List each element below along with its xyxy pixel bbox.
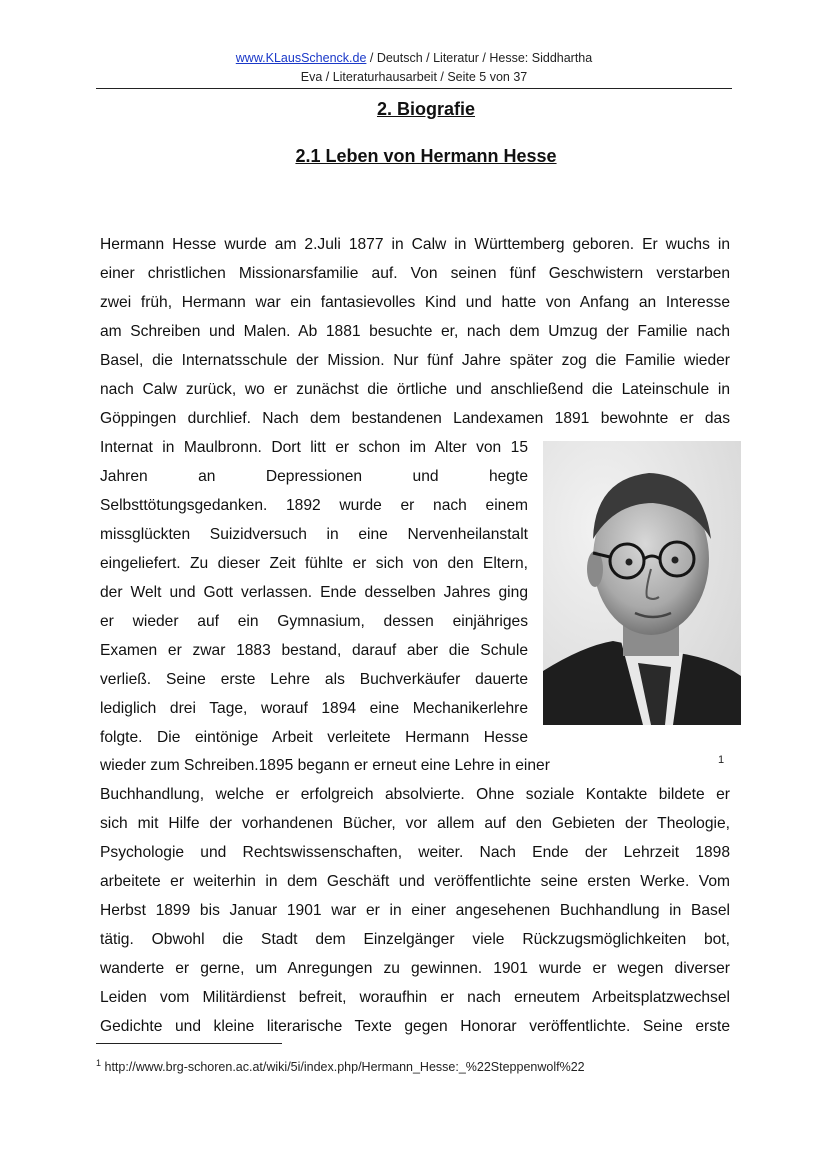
body-line: Internat in Maulbronn. Dort litt er schon im Alter von 15	[100, 439, 528, 456]
subsection-title: 2.1 Leben von Hermann Hesse	[295, 146, 557, 166]
body-line: lediglich drei Tage, worauf 1894 eine Mechanikerlehre	[100, 700, 528, 717]
body-line: folgte. Die eintönige Arbeit verleitete Hermann Hesse	[100, 729, 528, 746]
page-header-line2: Eva / Literaturhausarbeit / Seite 5 von 37	[300, 70, 528, 84]
page-header-line1	[96, 49, 732, 68]
body-line: wanderte er gerne, um Anregungen zu gewinnen. 1901 wurde er wegen diverser	[100, 960, 730, 977]
footnote-number: 1	[96, 1058, 102, 1068]
body-line: tätig. Obwohl die Stadt dem Einzelgänger viele Rückzugsmöglichkeiten bot,	[100, 931, 730, 948]
header-breadcrumb: / Deutsch / Literatur / Hesse: Siddhartha	[366, 51, 593, 65]
body-line: zwei früh, Hermann war ein fantasievolles Kind und hatte von Anfang an Interesse	[100, 294, 730, 311]
footnote-url[interactable]: http://www.brg-schoren.ac.at/wiki/5i/index.php/Hermann_Hesse:_%22Steppenwolf%22	[101, 1060, 585, 1075]
site-link[interactable]: www.KLausSchenck.de	[235, 51, 367, 65]
body-line: Gedichte und kleine literarische Texte gegen Honorar veröffentlichte. Seine erste	[100, 1018, 730, 1035]
body-line: missglückten Suizidversuch in eine Nervenheilanstalt	[100, 526, 528, 543]
body-line: der Welt und Gott verlassen. Ende desselben Jahres ging	[100, 584, 528, 601]
body-line: er wieder auf ein Gymnasium, dessen einjähriges	[100, 613, 528, 630]
body-line: Jahren an Depressionen und hegte	[100, 468, 528, 485]
body-line: Buchhandlung, welche er erfolgreich absolvierte. Ohne soziale Kontakte bildete er	[100, 786, 730, 803]
body-line: verließ. Seine erste Lehre als Buchverkäufer dauerte	[100, 671, 528, 688]
body-line: Herbst 1899 bis Januar 1901 war er in einer angesehenen Buchhandlung in Basel	[100, 902, 730, 919]
footnote	[96, 1058, 585, 1074]
body-line: Psychologie und Rechtswissenschaften, weiter. Nach Ende der Lehrzeit 1898	[100, 844, 730, 861]
body-line: nach Calw zurück, wo er zunächst die örtliche und anschließend die Lateinschule in	[100, 381, 730, 398]
body-line: sich mit Hilfe der vorhandenen Bücher, vor allem auf den Gebieten der Theologie,	[100, 815, 730, 832]
body-line: eingeliefert. Zu dieser Zeit fühlte er sich von den Eltern,	[100, 555, 528, 572]
body-line: Leiden vom Militärdienst befreit, woraufhin er nach erneutem Arbeitsplatzwechsel	[100, 989, 730, 1006]
body-line: Basel, die Internatsschule der Mission. Nur fünf Jahre später zog die Familie wieder	[100, 352, 730, 369]
body-line: wieder zum Schreiben.1895 begann er erneut eine Lehre in einer	[100, 757, 550, 774]
body-line: Hermann Hesse wurde am 2.Juli 1877 in Calw in Württemberg geboren. Er wuchs in	[100, 236, 730, 253]
section-title: 2. Biografie	[376, 99, 476, 119]
photo-footnote-marker: 1	[718, 754, 725, 766]
body-line: am Schreiben und Malen. Ab 1881 besuchte er, nach dem Umzug der Familie nach	[100, 323, 730, 340]
header-divider	[96, 88, 732, 89]
body-line: Göppingen durchlief. Nach dem bestandenen Landexamen 1891 bewohnte er das	[100, 410, 730, 427]
body-line: arbeitete er weiterhin in dem Geschäft und veröffentlichte seine ersten Werke. Vom	[100, 873, 730, 890]
body-line: einer christlichen Missionarsfamilie auf. Von seinen fünf Geschwistern verstarben	[100, 265, 730, 282]
footnote-divider	[96, 1043, 282, 1044]
hermann-hesse-portrait	[543, 441, 741, 725]
body-line: Examen er zwar 1883 bestand, darauf aber die Schule	[100, 642, 528, 659]
body-line: Selbsttötungsgedanken. 1892 wurde er nach einem	[100, 497, 528, 514]
